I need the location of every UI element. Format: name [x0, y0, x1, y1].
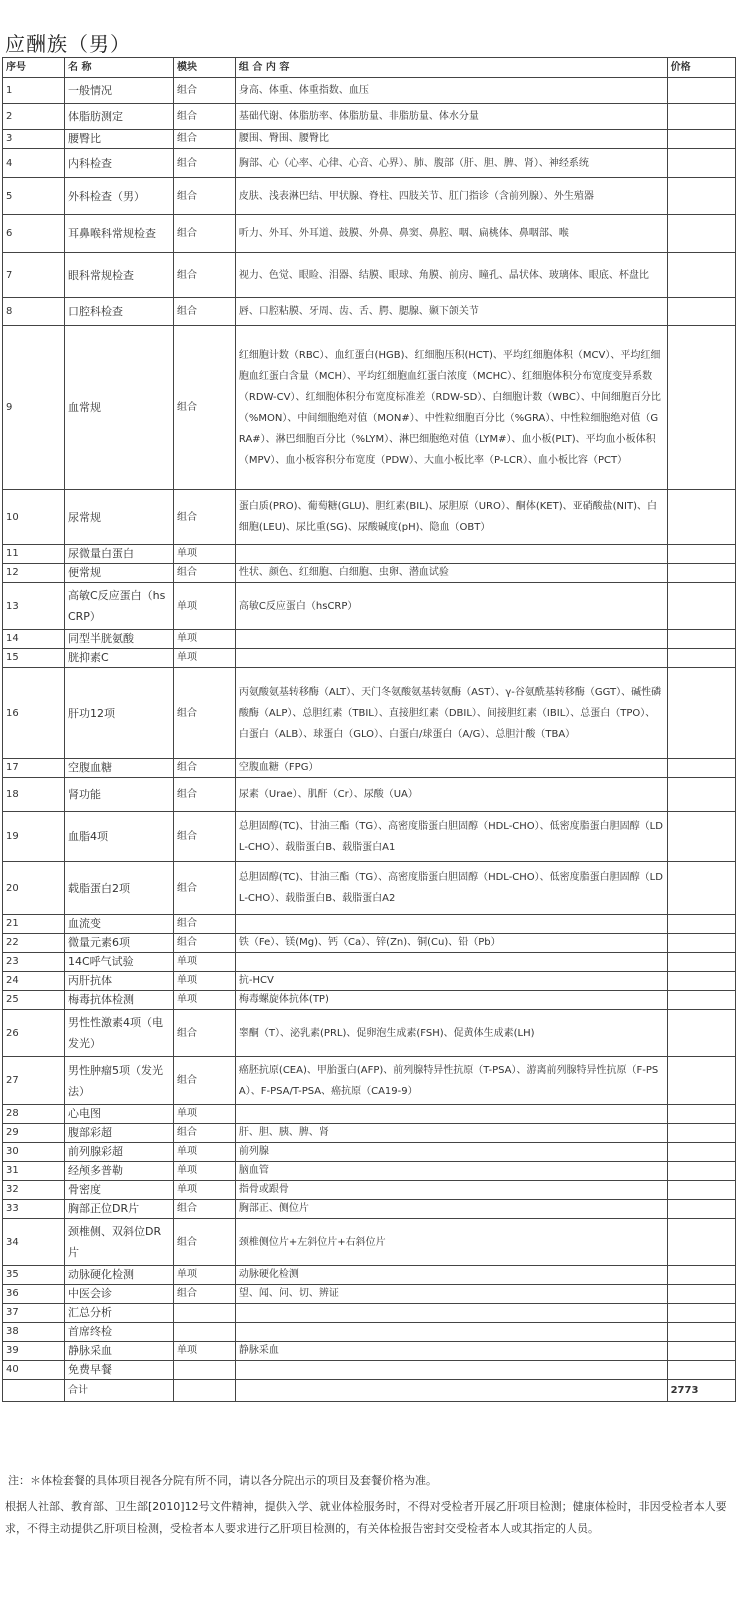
- cell-no: 21: [3, 915, 65, 934]
- cell-name: 尿微量白蛋白: [64, 545, 173, 564]
- cell-no: 1: [3, 78, 65, 104]
- cell-name: 高敏C反应蛋白（hsCRP）: [64, 583, 173, 630]
- cell-name: 一般情况: [64, 78, 173, 104]
- cell-no: 27: [3, 1057, 65, 1105]
- cell-name: 血流变: [64, 915, 173, 934]
- table-row: [3, 326, 736, 490]
- cell-name: 便常规: [64, 564, 173, 583]
- cell-name: 首席终检: [64, 1323, 173, 1342]
- cell-content: 性状、颜色、红细胞、白细胞、虫卵、潜血试验: [235, 564, 667, 583]
- cell-module: 组合: [173, 298, 235, 326]
- table-row: [3, 564, 736, 583]
- cell-no: 19: [3, 812, 65, 862]
- cell-name: 腹部彩超: [64, 1124, 173, 1143]
- header-price: 价格: [667, 58, 735, 78]
- cell-module: [173, 1304, 235, 1323]
- cell-module: 组合: [173, 1285, 235, 1304]
- cell-module: 单项: [173, 1181, 235, 1200]
- cell-content: [235, 1323, 667, 1342]
- cell-content: 红细胞计数（RBC）、血红蛋白(HGB)、红细胞压积(HCT)、平均红细胞体积（MCV）、平均红细胞血红蛋白含量（MCH）、平均红细胞血红蛋白浓度（MCHC）、红细胞体积分布宽度变异系数（RDW-CV）、红细胞体积分布宽度标准差（RDW-SD）、白细胞计数（WBC）、中间细胞百分比（%MON）、中间细胞绝对值（MON#）、中性粒细胞百分比（%GRA）、中性粒细胞绝对值（GRA#）、淋巴细胞百分比（%LYM）、淋巴细胞绝对值（LYM#）、血小板(PLT)、平均血小板体积（MPV）、血小板容积分布宽度（PDW）、大血小板比率（P-LCR）、血小板比容（PCT）: [235, 326, 667, 490]
- cell-name: 丙肝抗体: [64, 972, 173, 991]
- cell-price: [667, 490, 735, 545]
- cell-price: [667, 953, 735, 972]
- cell-content: 丙氨酸氨基转移酶（ALT）、天门冬氨酸氨基转氨酶（AST）、γ-谷氨酰基转移酶（GGT）、碱性磷酸酶（ALP）、总胆红素（TBIL）、直接胆红素（DBIL）、间接胆红素（IBIL）、总蛋白（TPO）、白蛋白（ALB）、球蛋白（GLO）、白蛋白/球蛋白（A/G）、总胆汁酸（TBA）: [235, 668, 667, 759]
- cell-price: [667, 178, 735, 215]
- table-row: [3, 915, 736, 934]
- cell-no: 26: [3, 1010, 65, 1057]
- table-row: [3, 934, 736, 953]
- table-header-row: [3, 58, 736, 78]
- table-row: [3, 1219, 736, 1266]
- cell-module: 单项: [173, 953, 235, 972]
- cell-name: 经颅多普勒: [64, 1162, 173, 1181]
- cell-price: [667, 812, 735, 862]
- cell-name: 14C呼气试验: [64, 953, 173, 972]
- cell-price: [667, 1342, 735, 1361]
- cell-price: [667, 991, 735, 1010]
- cell-no: 35: [3, 1266, 65, 1285]
- cell-content: 胸部、心（心率、心律、心音、心界）、肺、腹部（肝、胆、脾、肾）、神经系统: [235, 149, 667, 178]
- cell-price: [667, 1266, 735, 1285]
- header-content: 组 合 内 容: [235, 58, 667, 78]
- cell-content: 肝、胆、胰、脾、肾: [235, 1124, 667, 1143]
- cell-content: 前列腺: [235, 1143, 667, 1162]
- cell-price: [667, 545, 735, 564]
- cell-price: [667, 253, 735, 298]
- cell-module: [173, 1380, 235, 1402]
- cell-no: 18: [3, 778, 65, 812]
- cell-no: 28: [3, 1105, 65, 1124]
- cell-price: [667, 1323, 735, 1342]
- cell-price: [667, 104, 735, 130]
- cell-no: 15: [3, 649, 65, 668]
- cell-no: 29: [3, 1124, 65, 1143]
- cell-module: 组合: [173, 490, 235, 545]
- cell-no: 30: [3, 1143, 65, 1162]
- cell-content: 抗-HCV: [235, 972, 667, 991]
- table-row: [3, 298, 736, 326]
- cell-price: [667, 130, 735, 149]
- cell-content: 静脉采血: [235, 1342, 667, 1361]
- table-row: [3, 862, 736, 915]
- cell-module: 组合: [173, 1057, 235, 1105]
- cell-content: 听力、外耳、外耳道、鼓膜、外鼻、鼻窦、鼻腔、咽、扁桃体、鼻咽部、喉: [235, 215, 667, 253]
- table-row: [3, 149, 736, 178]
- cell-module: 单项: [173, 1162, 235, 1181]
- cell-content: [235, 915, 667, 934]
- cell-name: 耳鼻喉科常规检查: [64, 215, 173, 253]
- cell-content: [235, 545, 667, 564]
- cell-module: 组合: [173, 778, 235, 812]
- cell-content: [235, 953, 667, 972]
- cell-module: 组合: [173, 149, 235, 178]
- cell-module: 单项: [173, 649, 235, 668]
- total-row: [3, 1380, 736, 1402]
- cell-content: 睾酮（T）、泌乳素(PRL)、促卵泡生成素(FSH)、促黄体生成素(LH): [235, 1010, 667, 1057]
- cell-no: 37: [3, 1304, 65, 1323]
- cell-no: 33: [3, 1200, 65, 1219]
- table-row: [3, 630, 736, 649]
- cell-name: 颈椎侧、双斜位DR片: [64, 1219, 173, 1266]
- table-row: [3, 1057, 736, 1105]
- cell-no: 9: [3, 326, 65, 490]
- cell-name: 肝功12项: [64, 668, 173, 759]
- cell-module: 组合: [173, 130, 235, 149]
- table-row: [3, 215, 736, 253]
- cell-no: [3, 1380, 65, 1402]
- cell-no: 23: [3, 953, 65, 972]
- table-row: [3, 972, 736, 991]
- cell-price: [667, 1124, 735, 1143]
- table-row: [3, 1304, 736, 1323]
- cell-name: 口腔科检查: [64, 298, 173, 326]
- cell-price: [667, 649, 735, 668]
- cell-no: 5: [3, 178, 65, 215]
- cell-name: 骨密度: [64, 1181, 173, 1200]
- cell-name: 内科检查: [64, 149, 173, 178]
- cell-no: 8: [3, 298, 65, 326]
- cell-price: [667, 630, 735, 649]
- cell-module: 单项: [173, 972, 235, 991]
- cell-price: [667, 1010, 735, 1057]
- cell-price: [667, 298, 735, 326]
- cell-name: 中医会诊: [64, 1285, 173, 1304]
- table-row: [3, 1010, 736, 1057]
- cell-no: 17: [3, 759, 65, 778]
- table-row: [3, 1323, 736, 1342]
- cell-module: 组合: [173, 668, 235, 759]
- cell-name: 眼科常规检查: [64, 253, 173, 298]
- cell-price: [667, 1219, 735, 1266]
- cell-content: [235, 1361, 667, 1380]
- cell-no: 20: [3, 862, 65, 915]
- cell-module: 组合: [173, 564, 235, 583]
- table-row: [3, 1285, 736, 1304]
- cell-no: 34: [3, 1219, 65, 1266]
- cell-content: 皮肤、浅表淋巴结、甲状腺、脊柱、四肢关节、肛门指诊（含前列腺）、外生殖器: [235, 178, 667, 215]
- cell-no: 40: [3, 1361, 65, 1380]
- cell-price: [667, 1304, 735, 1323]
- cell-price: [667, 78, 735, 104]
- cell-name: 梅毒抗体检测: [64, 991, 173, 1010]
- table-row: [3, 778, 736, 812]
- cell-no: 2: [3, 104, 65, 130]
- table-row: [3, 1342, 736, 1361]
- cell-module: 单项: [173, 991, 235, 1010]
- header-module: 模块: [173, 58, 235, 78]
- cell-module: 组合: [173, 78, 235, 104]
- cell-no: 14: [3, 630, 65, 649]
- table-row: [3, 1124, 736, 1143]
- cell-no: 36: [3, 1285, 65, 1304]
- cell-content: 脑血管: [235, 1162, 667, 1181]
- cell-price: [667, 862, 735, 915]
- notes: [5, 1470, 735, 1540]
- cell-no: 11: [3, 545, 65, 564]
- cell-module: 组合: [173, 326, 235, 490]
- table-row: [3, 104, 736, 130]
- cell-content: 总胆固醇(TC)、甘油三酯（TG）、高密度脂蛋白胆固醇（HDL-CHO）、低密度脂蛋白胆固醇（LDL-CHO）、载脂蛋白B、载脂蛋白A2: [235, 862, 667, 915]
- cell-module: 组合: [173, 915, 235, 934]
- table-row: [3, 991, 736, 1010]
- cell-content: 梅毒螺旋体抗体(TP): [235, 991, 667, 1010]
- cell-module: [173, 1323, 235, 1342]
- cell-price: [667, 759, 735, 778]
- cell-no: 3: [3, 130, 65, 149]
- cell-module: 单项: [173, 1105, 235, 1124]
- cell-no: 10: [3, 490, 65, 545]
- table-row: [3, 1266, 736, 1285]
- cell-name: 男性肿瘤5项（发光法）: [64, 1057, 173, 1105]
- table-row: [3, 1200, 736, 1219]
- cell-module: 组合: [173, 934, 235, 953]
- cell-name: 载脂蛋白2项: [64, 862, 173, 915]
- total-price: 2773: [667, 1380, 735, 1402]
- cell-no: 25: [3, 991, 65, 1010]
- cell-content: 胸部正、侧位片: [235, 1200, 667, 1219]
- table-row: [3, 812, 736, 862]
- cell-name: 胱抑素C: [64, 649, 173, 668]
- page-title: 应酬族（男）: [5, 32, 131, 56]
- cell-no: 39: [3, 1342, 65, 1361]
- cell-price: [667, 215, 735, 253]
- cell-price: [667, 583, 735, 630]
- cell-content: 尿素（Urae）、肌酐（Cr）、尿酸（UA）: [235, 778, 667, 812]
- cell-module: 单项: [173, 1342, 235, 1361]
- cell-content: 唇、口腔粘膜、牙周、齿、舌、腭、腮腺、颞下颌关节: [235, 298, 667, 326]
- cell-name: 血脂4项: [64, 812, 173, 862]
- cell-price: [667, 1057, 735, 1105]
- cell-content: 高敏C反应蛋白（hsCRP）: [235, 583, 667, 630]
- cell-name: 汇总分析: [64, 1304, 173, 1323]
- cell-price: [667, 778, 735, 812]
- cell-price: [667, 1181, 735, 1200]
- cell-no: 22: [3, 934, 65, 953]
- table-row: [3, 130, 736, 149]
- cell-module: 单项: [173, 1143, 235, 1162]
- cell-content: 空腹血糖（FPG）: [235, 759, 667, 778]
- cell-name: 前列腺彩超: [64, 1143, 173, 1162]
- cell-no: 16: [3, 668, 65, 759]
- cell-module: [173, 1361, 235, 1380]
- table-row: [3, 253, 736, 298]
- cell-name: 静脉采血: [64, 1342, 173, 1361]
- cell-price: [667, 668, 735, 759]
- cell-no: 7: [3, 253, 65, 298]
- cell-price: [667, 934, 735, 953]
- cell-module: 单项: [173, 1266, 235, 1285]
- cell-no: 32: [3, 1181, 65, 1200]
- cell-name: 动脉硬化检测: [64, 1266, 173, 1285]
- cell-content: [235, 630, 667, 649]
- cell-name: 免费早餐: [64, 1361, 173, 1380]
- cell-content: [235, 649, 667, 668]
- table-row: [3, 1361, 736, 1380]
- table-row: [3, 545, 736, 564]
- cell-name: 尿常规: [64, 490, 173, 545]
- cell-content: 铁（Fe）、镁(Mg)、钙（Ca）、锌(Zn)、铜(Cu)、铅（Pb）: [235, 934, 667, 953]
- table-row: [3, 583, 736, 630]
- table-row: [3, 1105, 736, 1124]
- cell-price: [667, 972, 735, 991]
- cell-module: 组合: [173, 178, 235, 215]
- cell-name: 体脂肪测定: [64, 104, 173, 130]
- note-hepatitis-policy: 根据人社部、教育部、卫生部[2010]12号文件精神，提供入学、就业体检服务时，不得对受检者开展乙肝项目检测；健康体检时，非因受检者本人要求，不得主动提供乙肝项目检测，受检者本人要求进行乙肝项目检测的，有关体检报告密封交受检者本人或其指定的人员。: [5, 1500, 727, 1535]
- cell-price: [667, 915, 735, 934]
- cell-no: 38: [3, 1323, 65, 1342]
- cell-content: 指骨或跟骨: [235, 1181, 667, 1200]
- cell-content: [235, 1380, 667, 1402]
- table-row: [3, 78, 736, 104]
- cell-content: 动脉硬化检测: [235, 1266, 667, 1285]
- table-row: [3, 953, 736, 972]
- cell-module: 组合: [173, 1219, 235, 1266]
- cell-module: 组合: [173, 1010, 235, 1057]
- cell-module: 组合: [173, 1200, 235, 1219]
- table-row: [3, 668, 736, 759]
- cell-module: 单项: [173, 630, 235, 649]
- cell-content: 蛋白质(PRO)、葡萄糖(GLU)、胆红素(BIL)、尿胆原（URO）、酮体(KET)、亚硝酸盐(NIT)、白细胞(LEU)、尿比重(SG)、尿酸碱度(pH)、隐血（OBT）: [235, 490, 667, 545]
- table-row: [3, 1143, 736, 1162]
- cell-module: 组合: [173, 1124, 235, 1143]
- cell-content: 望、闻、问、切、辨证: [235, 1285, 667, 1304]
- cell-content: 总胆固醇(TC)、甘油三酯（TG）、高密度脂蛋白胆固醇（HDL-CHO）、低密度脂蛋白胆固醇（LDL-CHO）、载脂蛋白B、载脂蛋白A1: [235, 812, 667, 862]
- cell-name: 肾功能: [64, 778, 173, 812]
- header-no: 序号: [3, 58, 65, 78]
- cell-name: 胸部正位DR片: [64, 1200, 173, 1219]
- cell-module: 单项: [173, 583, 235, 630]
- cell-price: [667, 149, 735, 178]
- cell-price: [667, 564, 735, 583]
- cell-name: 同型半胱氨酸: [64, 630, 173, 649]
- cell-price: [667, 1285, 735, 1304]
- cell-no: 6: [3, 215, 65, 253]
- cell-module: 组合: [173, 862, 235, 915]
- cell-content: 视力、色觉、眼睑、泪器、结膜、眼球、角膜、前房、瞳孔、晶状体、玻璃体、眼底、杯盘比: [235, 253, 667, 298]
- cell-content: 腰围、臀围、腰臀比: [235, 130, 667, 149]
- cell-price: [667, 1162, 735, 1181]
- table-row: [3, 490, 736, 545]
- cell-price: [667, 1105, 735, 1124]
- cell-module: 组合: [173, 104, 235, 130]
- cell-price: [667, 1143, 735, 1162]
- cell-content: 身高、体重、体重指数、血压: [235, 78, 667, 104]
- cell-name: 腰臀比: [64, 130, 173, 149]
- table-row: [3, 1181, 736, 1200]
- cell-no: 13: [3, 583, 65, 630]
- cell-price: [667, 1200, 735, 1219]
- cell-no: 31: [3, 1162, 65, 1181]
- cell-content: 癌胚抗原(CEA)、甲胎蛋白(AFP)、前列腺特异性抗原（T-PSA）、游离前列腺特异性抗原（F-PSA）、F-PSA/T-PSA、癌抗原（CA19-9）: [235, 1057, 667, 1105]
- cell-no: 12: [3, 564, 65, 583]
- cell-module: 组合: [173, 759, 235, 778]
- cell-module: 组合: [173, 253, 235, 298]
- cell-price: [667, 326, 735, 490]
- cell-no: 24: [3, 972, 65, 991]
- cell-module: 组合: [173, 215, 235, 253]
- table-row: [3, 759, 736, 778]
- cell-content: [235, 1304, 667, 1323]
- cell-name: 血常规: [64, 326, 173, 490]
- cell-name: 微量元素6项: [64, 934, 173, 953]
- cell-module: 组合: [173, 812, 235, 862]
- cell-content: 颈椎侧位片+左斜位片+右斜位片: [235, 1219, 667, 1266]
- cell-module: 单项: [173, 545, 235, 564]
- cell-name: 男性性激素4项（电发光）: [64, 1010, 173, 1057]
- table-row: [3, 1162, 736, 1181]
- total-label: 合计: [64, 1380, 173, 1402]
- cell-no: 4: [3, 149, 65, 178]
- cell-price: [667, 1361, 735, 1380]
- table-row: [3, 649, 736, 668]
- table-row: [3, 178, 736, 215]
- cell-name: 空腹血糖: [64, 759, 173, 778]
- cell-name: 心电图: [64, 1105, 173, 1124]
- package-table: [2, 57, 736, 1402]
- cell-content: [235, 1105, 667, 1124]
- header-name: 名 称: [64, 58, 173, 78]
- note-disclaimer: 注：＊体检套餐的具体项目视各分院有所不同，请以各分院出示的项目及套餐价格为准。: [8, 1474, 437, 1487]
- cell-content: 基础代谢、体脂肪率、体脂肪量、非脂肪量、体水分量: [235, 104, 667, 130]
- cell-name: 外科检查（男）: [64, 178, 173, 215]
